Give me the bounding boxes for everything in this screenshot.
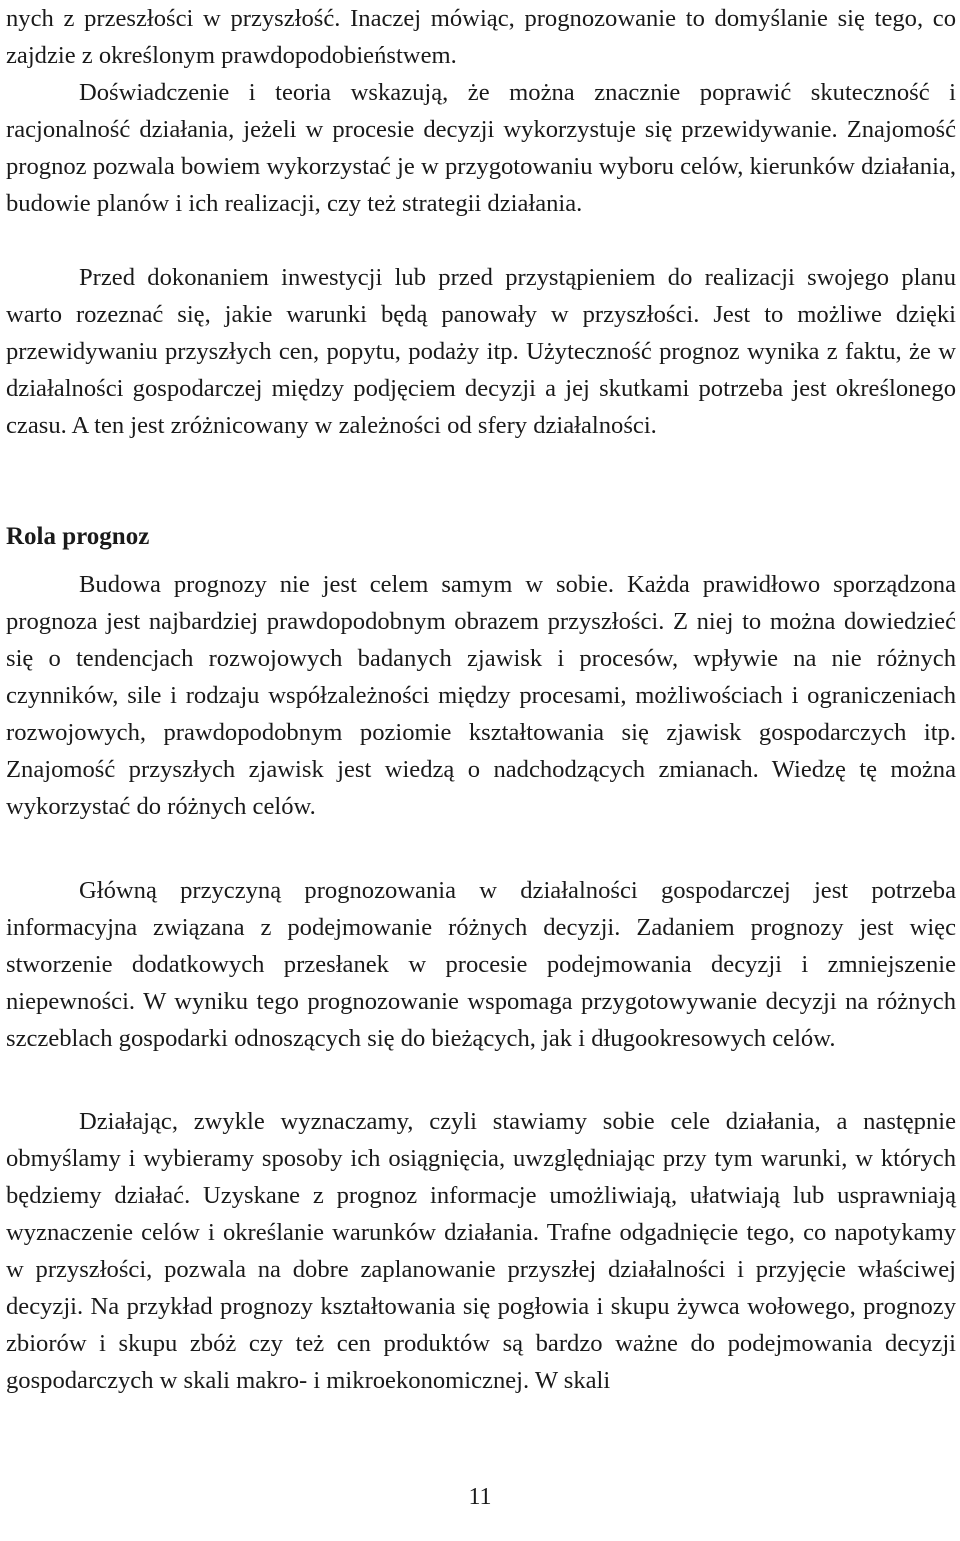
paragraph-forecast-construction: Budowa prognozy nie jest celem samym w sobie. Każda prawidłowo sporządzona prognoza jest najbardziej prawdopodobnym obrazem przyszłości. Z niej to można dowiedzieć się o tendencjach rozwojowych badanych zjawisk i procesów, wpływie na nie różnych czynników, sile i rodzaju współzależności między procesami, możliwościach i ograniczeniach rozwojowych, prawdopodobnym poziomie kształtowania się zjawisk gospodarczych itp. Znajomość przyszłych zjawisk jest wiedzą o nadchodzących zmianach. Wiedzę tę można wykorzystać do różnych celów. <box>6 571 956 820</box>
paragraph-investment: Przed dokonaniem inwestycji lub przed przystąpieniem do realizacji swojego planu warto rozeznać się, jakie warunki będą panowały w przyszłości. Jest to możliwe dzięki przewidywaniu przyszłych cen, popytu, podaży itp. Użyteczność prognoz wynika z faktu, że w działalności gospodarczej między podjęciem decyzji a jej skutkami potrzeba jest określonego czasu. A ten jest zróżnicowany w zależności od sfery działalności. <box>6 264 956 439</box>
page-number: 11 <box>468 1484 492 1510</box>
paragraph-continuation: nych z przeszłości w przyszłość. Inaczej mówiąc, prognozowanie to domyślanie się tego, co zajdzie z określonym prawdopodobieństwem. <box>6 5 956 69</box>
section-heading: Rola prognoz <box>6 523 150 550</box>
paragraph-acting: Działając, zwykle wyznaczamy, czyli stawiamy sobie cele działania, a następnie obmyślamy i wybieramy sposoby ich osiągnięcia, uwzględniając przy tym warunki, w których będziemy działać. Uzyskane z prognoz informacje umożliwiają, ułatwiają lub usprawniają wyznaczenie celów i określanie warunków działania. Trafne odgadnięcie tego, co napotykamy w przyszłości, pozwala na dobre zaplanowanie przyszłej działalności i przyjęcie właściwej decyzji. Na przykład prognozy kształtowania się pogłowia i skupu żywca wołowego, prognozy zbiorów i skupu zbóż czy też cen produktów są bardzo ważne do podejmowania decyzji gospodarczych w skali makro- i mikroekonomicznej. W skali <box>6 1108 956 1394</box>
paragraph-experience-theory: Doświadczenie i teoria wskazują, że można znacznie poprawić skuteczność i racjonalność działania, jeżeli w procesie decyzji wykorzystuje się przewidywanie. Znajomość prognoz pozwala bowiem wykorzystać je w przygotowaniu wyboru celów, kierunków działania, budowie planów i ich realizacji, czy też strategii działania. <box>6 79 956 217</box>
paragraph-main-reason: Główną przyczyną prognozowania w działalności gospodarczej jest potrzeba informacyjna związana z podejmowanie różnych decyzji. Zadaniem prognozy jest więc stworzenie dodatkowych przesłanek w procesie podejmowania decyzji i zmniejszenie niepewności. W wyniku tego prognozowanie wspomaga przygotowywanie decyzji na różnych szczeblach gospodarki odnoszących się do bieżących, jak i długookresowych celów. <box>6 877 956 1052</box>
